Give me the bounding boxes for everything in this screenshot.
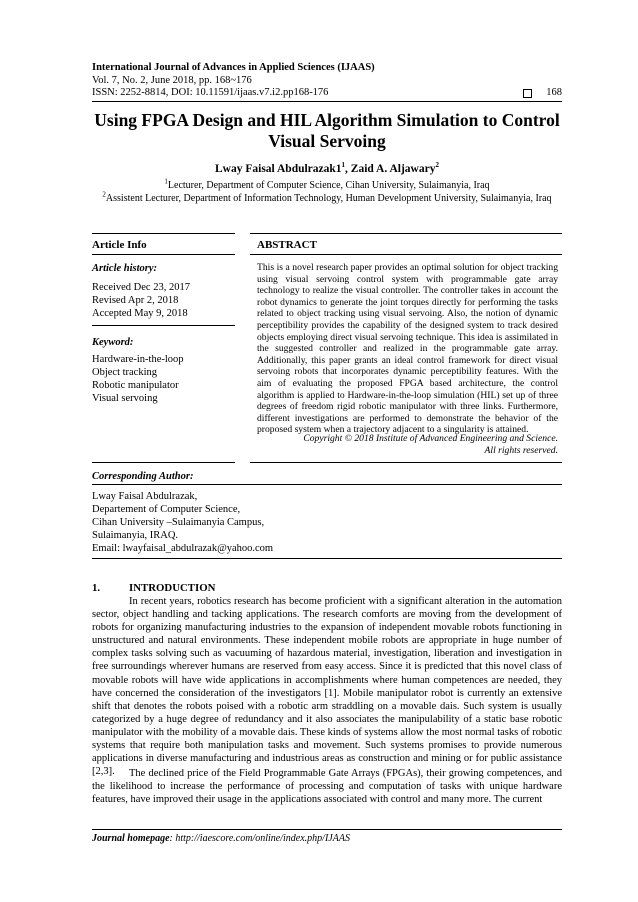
journal-issn: ISSN: 2252-8814, DOI: 10.11591/ijaas.v7.i2.pp168-176 [92, 87, 329, 98]
article-history-list [92, 281, 190, 320]
author-2: Zaid A. Aljawary [350, 163, 436, 175]
corresponding-bottom-rule [92, 558, 562, 559]
keyword-item: Robotic manipulator [92, 380, 179, 391]
header-rule [92, 101, 562, 102]
article-history-label: Article history: [92, 263, 158, 274]
abstract-heading-rule [250, 254, 562, 255]
journal-header [92, 62, 562, 100]
journal-name: International Journal of Advances in Applied Sciences (IJAAS) [92, 62, 375, 73]
abstract-top-rule [250, 233, 562, 234]
copyright-line-1: Copyright © 2018 Institute of Advanced Engineering and Science. [303, 433, 558, 444]
author-1-sup: 1 [341, 161, 346, 170]
paper-title [80, 110, 574, 152]
author-list [80, 163, 574, 175]
abstract-heading: ABSTRACT [257, 239, 317, 251]
history-received: Received Dec 23, 2017 [92, 282, 190, 293]
checkbox-square-icon [523, 89, 532, 98]
intro-number: 1. [92, 582, 101, 594]
author-1: Lway Faisal Abdulrazak1 [215, 163, 342, 175]
intro-title: INTRODUCTION [129, 582, 216, 594]
corresponding-label: Corresponding Author: [92, 471, 194, 482]
affiliation-2 [80, 190, 574, 204]
issn-row [92, 87, 562, 100]
abstract-bottom-rule [250, 462, 562, 463]
journal-volume: Vol. 7, No. 2, June 2018, pp. 168~176 [92, 74, 252, 86]
info-heading-rule [92, 254, 235, 255]
info-top-rule [92, 233, 235, 234]
intro-heading [92, 582, 215, 594]
corresponding-department: Departement of Computer Science, [92, 504, 241, 515]
author-separator: , [345, 163, 351, 175]
history-accepted: Accepted May 9, 2018 [92, 308, 188, 319]
history-revised: Revised Apr 2, 2018 [92, 295, 179, 306]
copyright-notice [257, 433, 558, 456]
journal-homepage [92, 833, 350, 844]
affiliation-2-text: Assistent Lecturer, Department of Information Technology, Human Development University, Sulaimanyia, Iraq [105, 193, 552, 204]
abstract-text: This is a novel research paper provides an optimal solution for object tracking using visual servoing control system with programmable gate array technology to realize the visual controller. The controller takes in account the robot dynamics to generate the joint torques directly for performing the tasks related to object tracking using visual servoing. Also, the notion of dynamic perceptibility provides the capability of the designed system to track desired objects employing direct visual servoing technique. This idea is assimilated in the suggested controller and realized in the programmable gate array. Additionally, this paper grants an ideal control framework for direct visual servoing robots that incorporates dynamic perceptibility features. With the aim of evaluating the proposed FPGA based architecture, the control algorithm is applied to Hardware-in-the-loop simulation (HIL) set up of three degrees of freedom rigid robotic manipulator with three links. Furthermore, different investigations are performed to demonstrate the behavior of the proposed system when a trajectory adjacent to a singularity is attained. [257, 262, 558, 436]
keyword-label: Keyword: [92, 337, 134, 348]
keyword-item: Object tracking [92, 367, 158, 378]
info-bottom-rule [92, 462, 235, 463]
history-rule [92, 325, 235, 326]
page-number: 168 [546, 87, 562, 98]
corresponding-name: Lway Faisal Abdulrazak, [92, 491, 198, 502]
affiliation-1-sup: 1 [164, 177, 168, 186]
title-line-1: Using FPGA Design and HIL Algorithm Simulation to Control [94, 110, 560, 130]
keyword-item: Visual servoing [92, 393, 158, 404]
homepage-link[interactable]: http://iaescore.com/online/index.php/IJAAS [175, 833, 350, 844]
copyright-line-2: All rights reserved. [484, 444, 558, 456]
page-number-group [523, 87, 562, 100]
affiliation-1 [80, 177, 574, 191]
intro-paragraph-2: The declined price of the Field Programmable Gate Arrays (FPGAs), their growing competences, and the likelihood to increase the performance of processing and computation of tasks with unique hardware features, have improved their usage in the applications associated with control and many more. The current [92, 768, 562, 806]
keyword-list [92, 353, 184, 405]
affiliation-1-text: Lecturer, Department of Computer Science, Cihan University, Sulaimanyia, Iraq [167, 180, 490, 191]
homepage-separator: : [169, 833, 176, 844]
keyword-item: Hardware-in-the-loop [92, 354, 184, 365]
corresponding-rule [92, 484, 562, 485]
author-2-sup: 2 [435, 161, 439, 170]
corresponding-email: Email: lwayfaisal_abdulrazak@yahoo.com [92, 543, 274, 554]
homepage-label: Journal homepage [92, 833, 170, 844]
title-line-2: Visual Servoing [268, 131, 386, 151]
corresponding-city: Sulaimanyia, IRAQ. [92, 530, 179, 541]
intro-paragraph-1: In recent years, robotics research has become proficient with a significant alteration in the automation sector, object handling and tacking applications. The research comforts are moving from the development of robots for organizing manufacturing industries to the expansion of independent movable robots functioning in unstructured and natural environments. These independent mobile robots are appropriate in huge number of complex tasks solving such as vacuuming of hazardous material, investigation, liberation and investigation in free surroundings wherever humans are reserved from easy access. Since it is predicted that this novel class of movable robots will have wide applications in accomplishments where human competences are needed, they have concerned the consideration of the investigators [1]. Mobile manipulator robot is currently an extensive shift that denotes the robots poised with a robotic arm straddling on a movable dais. Such system is usually categorized by a huge degree of redundancy and it also associates the manipulability of a static base robotic manipulator with the mobility of a movable dais. These kinds of systems allow the most normal tasks of robotic systems that require both manipulation tasks and movement. Such systems promises to provide numerous applications in diverse manufacturing and industrious areas as construction and mining or for public assistance [2,3]. [92, 596, 562, 778]
article-info-heading: Article Info [92, 239, 147, 251]
footer-rule [92, 829, 562, 830]
affiliation-2-sup: 2 [102, 190, 106, 199]
corresponding-university: Cihan University –Sulaimanyia Campus, [92, 517, 265, 528]
corresponding-details [92, 490, 273, 555]
